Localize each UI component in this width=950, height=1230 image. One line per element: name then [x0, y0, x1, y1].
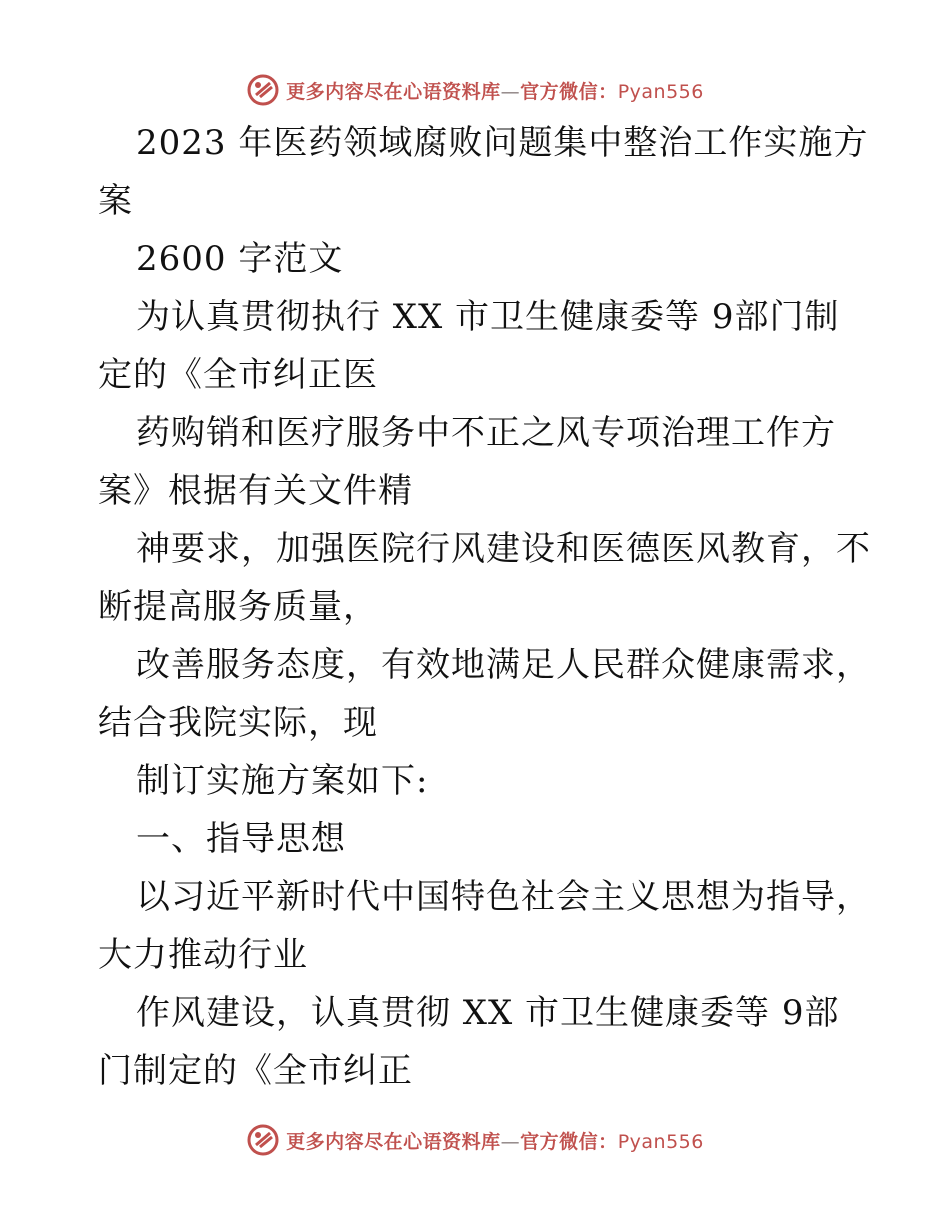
document-line: 改善服务态度，有效地满足人民群众健康需求，: [136, 645, 871, 685]
section-heading: 一、指导思想: [136, 819, 346, 859]
header-banner: [0, 70, 950, 110]
document-line: 2600 字范文: [136, 239, 344, 279]
document-line: 定的《全市纠正医: [98, 355, 378, 395]
footer-banner-text: [286, 1127, 704, 1154]
footer-separator: —: [500, 1130, 521, 1153]
document-line: 门制定的《全市纠正: [98, 1051, 413, 1091]
document-line: 制订实施方案如下:: [136, 761, 429, 801]
footer-brand: 更多内容尽在心语资料库: [286, 1130, 501, 1153]
footer-wechat-handle: Pyan556: [617, 1130, 704, 1153]
header-wechat-label: 官方微信：: [520, 80, 618, 103]
document-line: 断提高服务质量，: [98, 587, 378, 627]
document-line: 结合我院实际，现: [98, 703, 378, 743]
document-line: 2023 年医药领域腐败问题集中整治工作实施方: [136, 123, 869, 163]
document-line: 以习近平新时代中国特色社会主义思想为指导，: [136, 877, 871, 917]
document-line: 案: [98, 181, 133, 221]
header-brand: 更多内容尽在心语资料库: [286, 80, 501, 103]
document-body: [98, 114, 871, 1100]
document-line: 药购销和医疗服务中不正之风专项治理工作方: [136, 413, 836, 453]
document-line: 作风建设，认真贯彻 XX 市卫生健康委等 9部: [136, 993, 840, 1033]
seal-logo-icon: [246, 1123, 280, 1157]
footer-wechat-label: 官方微信：: [520, 1130, 618, 1153]
document-line: 为认真贯彻执行 XX 市卫生健康委等 9部门制: [136, 297, 840, 337]
header-wechat-handle: Pyan556: [617, 80, 704, 103]
document-line: 大力推动行业: [98, 935, 308, 975]
document-line: 神要求，加强医院行风建设和医德医风教育，不: [136, 529, 871, 569]
header-banner-text: [286, 77, 704, 104]
document-line: 案》根据有关文件精: [98, 471, 413, 511]
header-separator: —: [500, 80, 521, 103]
footer-banner: [0, 1120, 950, 1160]
seal-logo-icon: [246, 73, 280, 107]
